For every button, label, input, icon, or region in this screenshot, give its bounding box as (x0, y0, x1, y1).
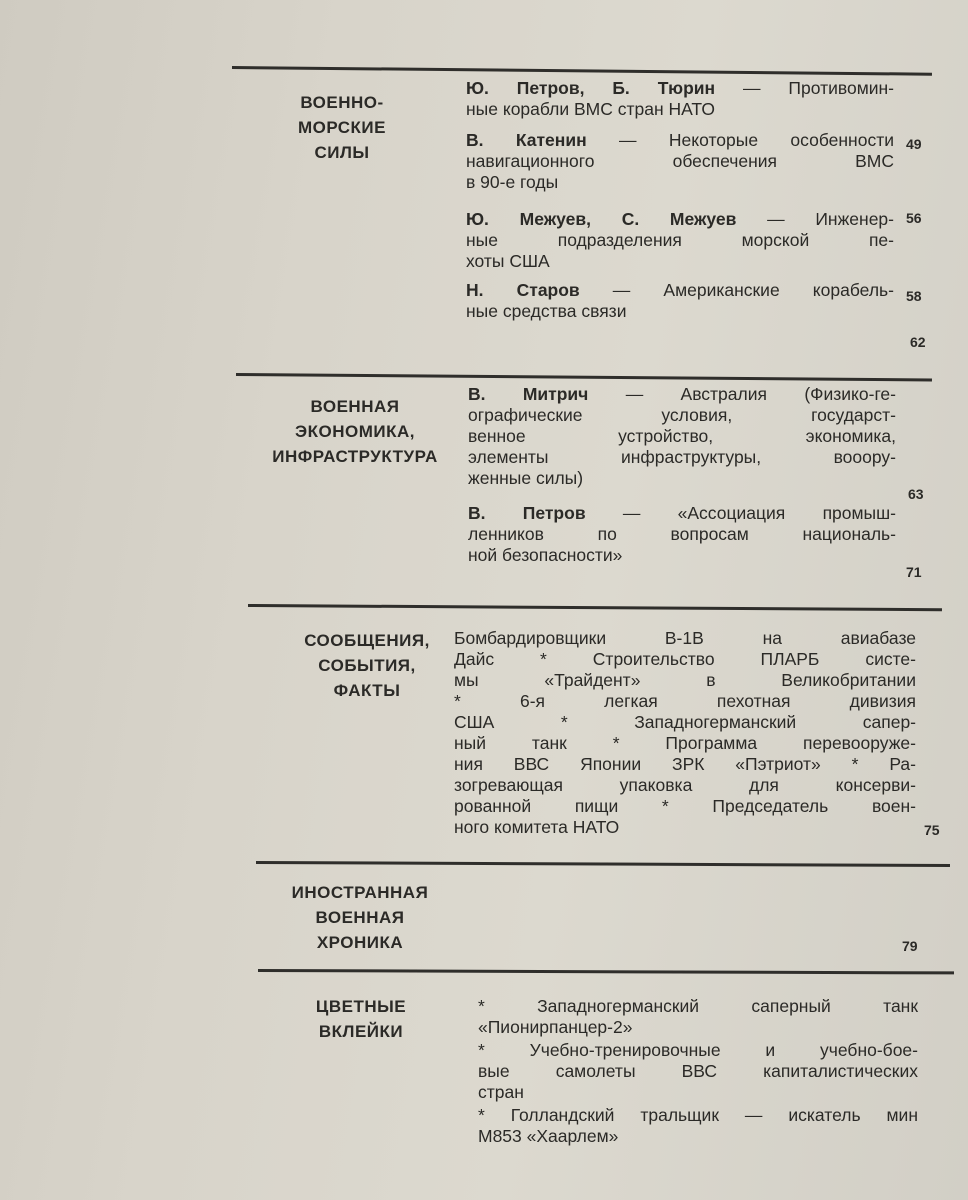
section-heading: ВОЕННАЯ ЭКОНОМИКА, ИНФРАСТРУКТУРА (272, 397, 438, 466)
toc-entry: В. Митрич — Австралия (Физико-ге- ографические условия, государст- венное устройство, экономика, элементы инфраструктуры, вооору- женные силы) (468, 384, 896, 488)
toc-entry: Ю. Петров, Б. Тюрин — Противомин- ные корабли ВМС стран НАТО (466, 78, 894, 119)
page-number: 79 (902, 938, 918, 954)
section-entries (466, 78, 894, 330)
toc-entry: Н. Старов — Американские корабель- ные средства связи (466, 280, 894, 321)
section-divider (236, 373, 932, 381)
toc-entry: * Западногерманский саперный танк «Пионирпанцер-2» (478, 996, 918, 1037)
toc-entry: * Голландский тральщик — искатель мин М853 «Хаарлем» (478, 1105, 918, 1146)
toc-entry: * Учебно-тренировочные и учебно-бое- вые самолеты ВВС капиталистических стран (478, 1040, 918, 1102)
page-number: 63 (908, 486, 924, 502)
section-divider (256, 861, 950, 867)
section-heading: СООБЩЕНИЯ, СОБЫТИЯ, ФАКТЫ (304, 631, 430, 700)
section-divider (232, 66, 932, 76)
section-entries (478, 996, 918, 1155)
section-heading: ВОЕННО- МОРСКИЕ СИЛЫ (297, 93, 386, 162)
section-heading: ИНОСТРАННАЯ ВОЕННАЯ ХРОНИКА (291, 883, 429, 952)
page-number: 49 (906, 136, 922, 152)
page-number: 56 (906, 210, 922, 226)
toc-entry: Бомбардировщики В-1В на авиабазе Дайс * Строительство ПЛАРБ систе- мы «Трайдент» в Великобритании * 6-я легкая пехотная дивизия США * Западногерманский сапер- ный танк * Программа перевооруже- ния ВВС Японии ЗРК «Пэтриот» * Ра- зогревающая упаковка для консерви- рованной пищи * Председатель воен- ного комитета НАТО (454, 628, 916, 837)
page-number: 58 (906, 288, 922, 304)
toc-entry: В. Петров — «Ассоциация промыш- ленников по вопросам националь- ной безопасности» (468, 503, 896, 565)
page-number: 62 (910, 334, 926, 350)
section-entries (454, 628, 916, 846)
section-divider (258, 969, 954, 974)
toc-entry: В. Катенин — Некоторые особенности навигационного обеспечения ВМС в 90-е годы (466, 130, 894, 192)
page-number: 75 (924, 822, 940, 838)
section-heading: ЦВЕТНЫЕ ВКЛЕЙКИ (315, 997, 407, 1041)
page-number: 71 (906, 564, 922, 580)
toc-entry: Ю. Межуев, С. Межуев — Инженер- ные подразделения морской пе- хоты США (466, 209, 894, 271)
section-divider (248, 604, 942, 611)
section-entries (468, 384, 896, 574)
